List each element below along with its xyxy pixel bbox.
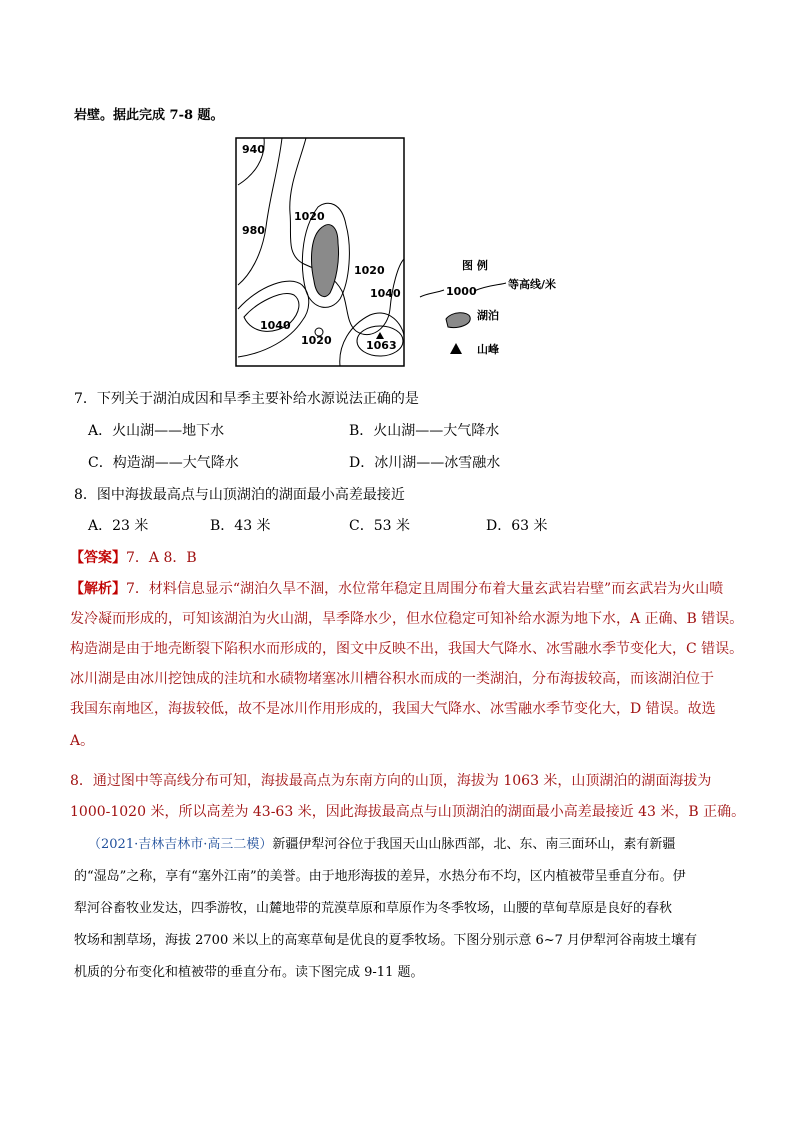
analysis-tag: 【解析】 — [70, 581, 126, 597]
contour-label: 980 — [242, 224, 265, 237]
contour-label: 1020 — [294, 210, 325, 223]
passage-line: 的“湿岛”之称，享有“塞外江南”的美誉。由于地形海拔的差异，水热分布不均，区内植被带呈垂直分布。伊 — [74, 869, 686, 884]
q8-option-d: D．63 米 — [486, 518, 548, 534]
contour-label: 1040 — [370, 287, 401, 300]
legend-contour-label: 等高线/米 — [508, 278, 557, 291]
legend-lake-label: 湖泊 — [477, 309, 499, 322]
legend-contour-value: 1000 — [446, 285, 477, 298]
question-8-stem: 8．图中海拔最高点与山顶湖泊的湖面最小高差最接近 — [74, 487, 405, 503]
intro-line: 岩壁。据此完成 7-8 题。 — [74, 108, 224, 123]
analysis-line — [70, 578, 723, 598]
answer-line — [70, 547, 197, 567]
analysis-line: 冰川湖是由冰川挖蚀成的洼坑和水碛物堵塞冰川槽谷积水而成的一类湖泊，分布海拔较高，而该湖泊位于 — [70, 671, 714, 687]
legend-peak-label: 山峰 — [477, 343, 499, 356]
map-legend — [420, 258, 556, 356]
peak-elevation-label: 1063 — [366, 339, 397, 352]
q7-option-d: D．冰川湖——冰雪融水 — [349, 455, 501, 471]
q7-option-a: A．火山湖——地下水 — [88, 423, 225, 439]
legend-lake-icon — [446, 313, 470, 328]
q8-option-c: C．53 米 — [349, 518, 410, 534]
q8-option-a: A．23 米 — [88, 518, 149, 534]
analysis-line: 1000-1020 米，所以高差为 43-63 米，因此海拔最高点与山顶湖泊的湖面最小高差最接近 43 米，B 正确。 — [70, 804, 746, 820]
passage-line: 犁河谷畜牧业发达，四季游牧，山麓地带的荒漠草原和草原作为冬季牧场，山腰的草甸草原是良好的春秋 — [74, 901, 673, 916]
answer-text: 7．A 8．B — [126, 550, 197, 566]
passage-line — [88, 833, 675, 852]
analysis-text: 7．材料信息显示“湖泊久旱不涸，水位常年稳定且周围分布着大量玄武岩岩壁”而玄武岩为火山喷 — [126, 581, 724, 597]
q8-option-b: B．43 米 — [210, 518, 271, 534]
analysis-line: 我国东南地区，海拔较低，故不是冰川作用形成的，我国大气降水、冰雪融水季节变化大，D 错误。故选 — [70, 701, 716, 717]
analysis-line: A。 — [70, 733, 95, 749]
legend-peak-icon — [450, 343, 462, 354]
passage-text: 新疆伊犁河谷位于我国天山山脉西部，北、东、南三面环山，素有新疆 — [272, 837, 676, 852]
contour-label: 940 — [242, 143, 265, 156]
contour-label: 1040 — [260, 319, 291, 332]
answer-tag: 【答案】 — [70, 550, 126, 566]
legend-contour-icon — [420, 290, 444, 297]
contour-label: 1020 — [354, 264, 385, 277]
passage-source: （2021·吉林吉林市·高三二模） — [88, 837, 273, 852]
contour-label: 1020 — [301, 334, 332, 347]
legend-title: 图 例 — [462, 259, 488, 272]
analysis-line: 发冷凝而形成的，可知该湖泊为火山湖，旱季降水少，但水位稳定可知补给水源为地下水，A 正确、B 错误。 — [70, 611, 744, 627]
analysis-line: 构造湖是由于地壳断裂下陷积水而形成的，图文中反映不出，我国大气降水、冰雪融水季节变化大，C 错误。 — [70, 641, 744, 657]
contour-map — [230, 135, 600, 370]
passage-line: 牧场和割草场，海拔 2700 米以上的高寒草甸是优良的夏季牧场。下图分别示意 6~7 月伊犁河谷南坡土壤有 — [74, 933, 698, 948]
q7-option-b: B．火山湖——大气降水 — [349, 423, 500, 439]
q7-option-c: C．构造湖——大气降水 — [88, 455, 239, 471]
passage-line: 机质的分布变化和植被带的垂直分布。读下图完成 9-11 题。 — [74, 965, 424, 980]
analysis-line: 8．通过图中等高线分布可知，海拔最高点为东南方向的山顶，海拔为 1063 米，山顶湖泊的湖面海拔为 — [70, 773, 712, 789]
legend-contour-line — [474, 283, 506, 291]
question-7-stem: 7．下列关于湖泊成因和旱季主要补给水源说法正确的是 — [74, 391, 419, 407]
